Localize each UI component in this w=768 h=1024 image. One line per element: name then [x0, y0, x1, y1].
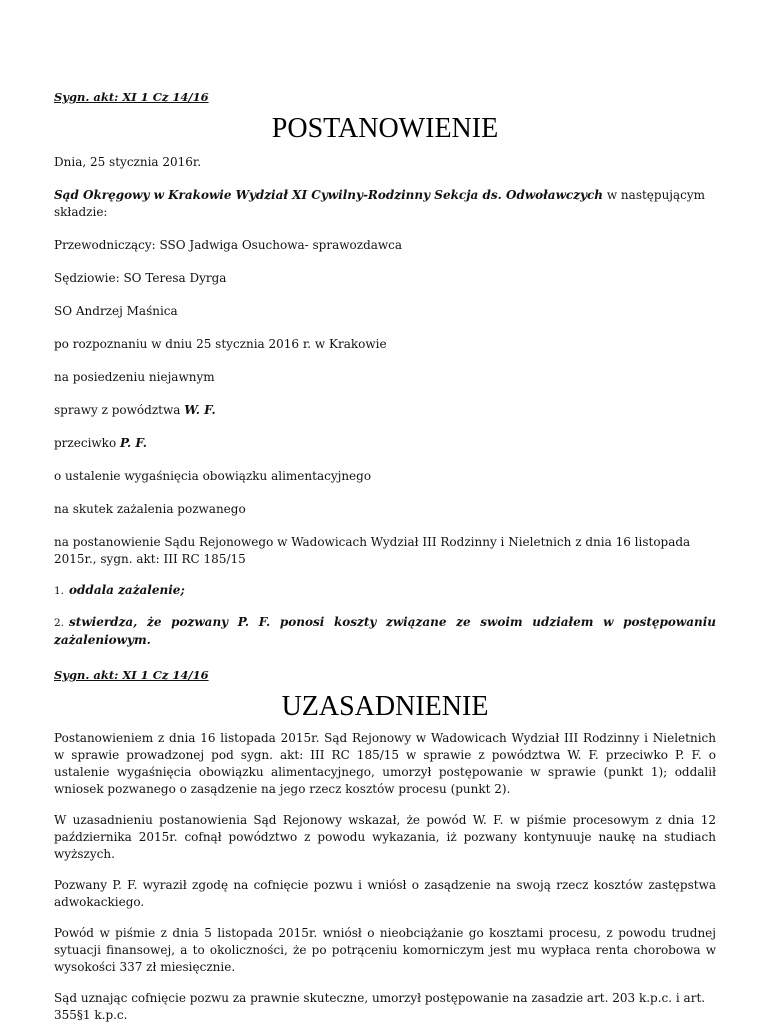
justification-paragraph: W uzasadnieniu postanowienia Sąd Rejonowy wskazał, że powód W. F. w piśmie procesowym z dnia 12 października 2015r. cofnął powództwo z powodu wykazania, iż pozwany kontynuuje naukę na studiach wyższych. — [54, 813, 716, 861]
justification-paragraph: Sąd uznając cofnięcie pozwu za prawnie skuteczne, umorzył postępowanie na zasadzie art. 203 k.p.c. i art. 355§1 k.p.c. — [54, 991, 706, 1022]
justification-signature: Sygn. akt: XI 1 Cz 14/16 — [54, 668, 209, 682]
justification-paragraph: Powód w piśmie z dnia 5 listopada 2015r. wniósł o nieobciążanie go kosztami procesu, z powodu trudnej sytuacji finansowej, a to okoliczności, że po potrąceniu komorniczym jest mu wypłaca renta chorobowa w wysokości 337 zł miesięcznie. — [54, 926, 716, 974]
justification-title: UZASADNIENIE — [281, 691, 489, 722]
document-page — [54, 89, 716, 1024]
subject-line: o ustalenie wygaśnięcia obowiązku alimentacyjnego — [54, 469, 372, 483]
case-signature: Sygn. akt: XI 1 Cz 14/16 — [54, 90, 209, 104]
judge-2-line: SO Andrzej Maśnica — [54, 304, 178, 318]
decision-date: Dnia, 25 stycznia 2016r. — [54, 155, 202, 169]
decision-reference: na postanowienie Sądu Rejonowego w Wadowicach Wydział III Rodzinny i Nieletnich z dnia 16 listopada 2015r., sygn. akt: III RC 185/15 — [54, 535, 691, 566]
plaintiff-name: W. F. — [184, 403, 216, 417]
ruling-point-2 — [54, 614, 716, 649]
ruling-point-number: 2. — [54, 617, 65, 629]
defendant-prefix: przeciwko — [54, 436, 120, 450]
ruling-point-text: oddala zażalenie; — [69, 583, 185, 597]
ruling-point-number: 1. — [54, 585, 65, 597]
judges-line: Sędziowie: SO Teresa Dyrga — [54, 271, 227, 285]
court-name: Sąd Okręgowy w Krakowie Wydział XI Cywilny-Rodzinny Sekcja ds. Odwoławczych — [54, 188, 604, 202]
complaint-line: na skutek zażalenia pozwanego — [54, 502, 246, 516]
plaintiff-line — [54, 402, 716, 419]
ruling-point-1 — [54, 582, 716, 600]
defendant-line — [54, 435, 716, 452]
session-line: na posiedzeniu niejawnym — [54, 370, 215, 384]
justification-paragraph: Postanowieniem z dnia 16 listopada 2015r. Sąd Rejonowy w Wadowicach Wydział III Rodzinny i Nieletnich w sprawie prowadzonej pod sygn. akt: III RC 185/15 w sprawie z powództwa W. F. przeciwko P. F. o ustalenie wygaśnięcia obowiązku alimentacyjnego, umorzył postępowanie w sprawie (punkt 1); oddalił wniosek pozwanego o zasądzenie na jego rzecz kosztów procesu (punkt 2). — [54, 731, 716, 796]
chair-line: Przewodniczący: SSO Jadwiga Osuchowa- sprawozdawca — [54, 238, 403, 252]
ruling-point-text: stwierdza, że pozwany P. F. ponosi koszty związane ze swoim udziałem w postępowaniu zażaleniowym. — [54, 615, 716, 647]
court-composition — [54, 187, 716, 221]
defendant-name: P. F. — [119, 436, 147, 450]
justification-paragraph: Pozwany P. F. wyraził zgodę na cofnięcie pozwu i wniósł o zasądzenie na swoją rzecz kosztów zastępstwa adwokackiego. — [54, 878, 716, 909]
hearing-line: po rozpoznaniu w dniu 25 stycznia 2016 r. w Krakowie — [54, 337, 387, 351]
plaintiff-prefix: sprawy z powództwa — [54, 403, 185, 417]
decision-title: POSTANOWIENIE — [271, 113, 499, 144]
court-suffix: w następującym składzie: — [54, 188, 706, 219]
